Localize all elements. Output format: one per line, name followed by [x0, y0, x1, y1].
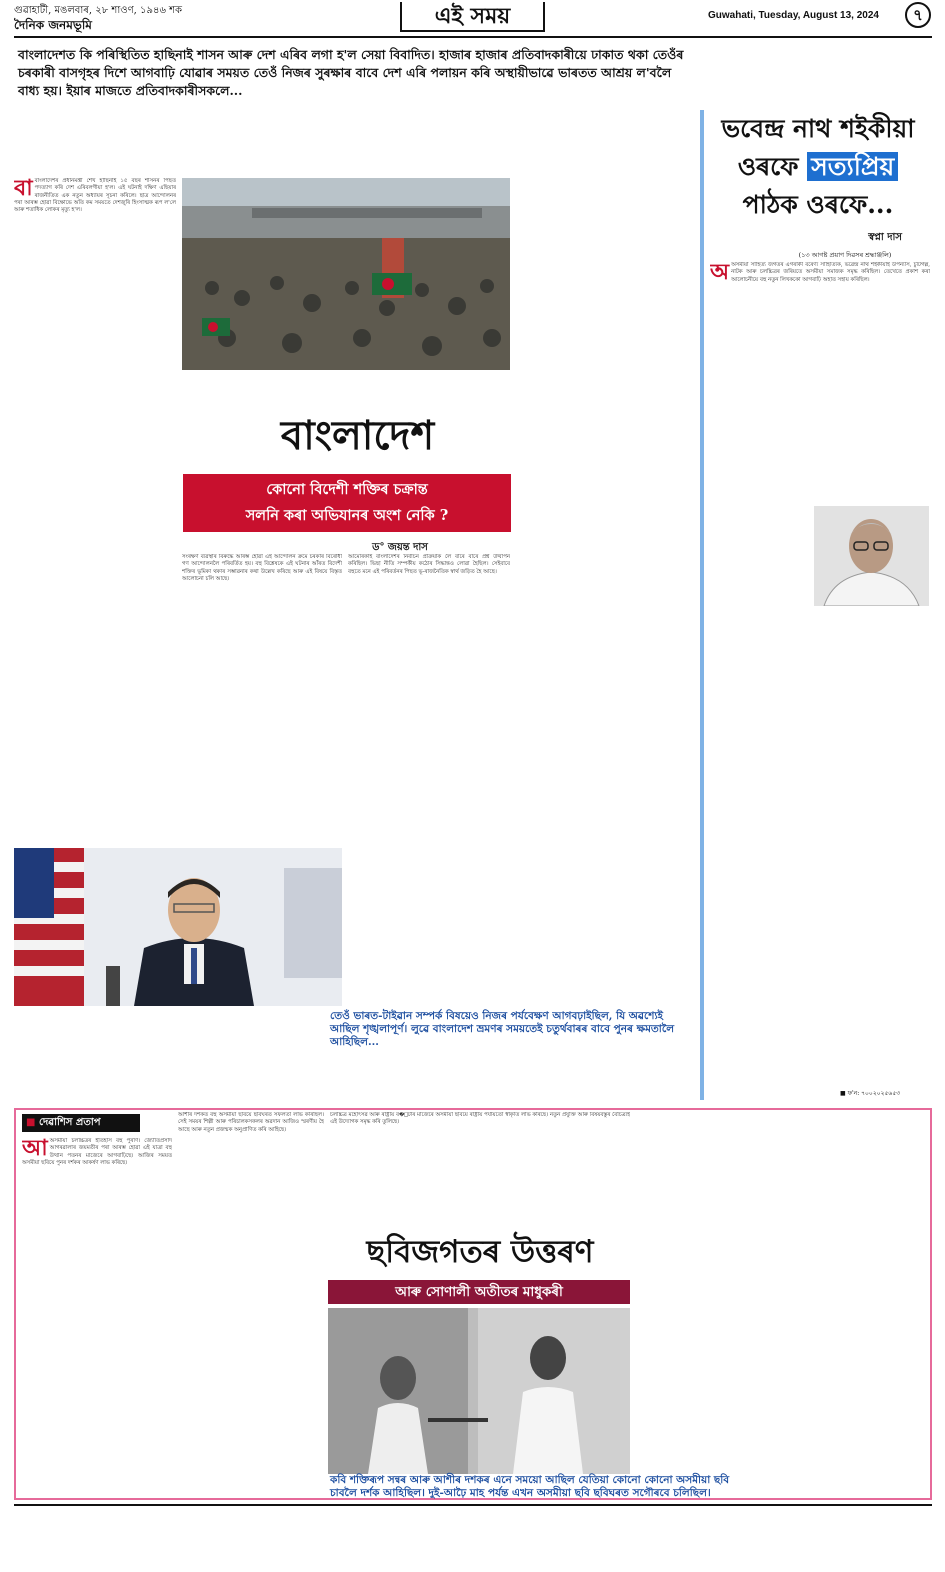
- lead-dropcap: বা: [14, 178, 33, 201]
- paper-name: দৈনিক জনমভূমি: [14, 18, 92, 32]
- cinema-body-1: অসমীয়া চলচ্চিত্ৰৰ ইতিহাস বহু পুৰণি। জ্যোতিপ্ৰসাদ আগৰৱালাৰ জয়মতীৰ পৰা আৰম্ভ হোৱা এই যাত্ৰা বহু উত্থান পতনৰ মাজেৰে আগবাঢ়িছে। আজিৰ সময়ত অসমীয়া ছবিয়ে পুনৰ দৰ্শকৰ আকৰ্ষণ লাভ কৰিছে।: [22, 1138, 172, 1166]
- page-number: ৭: [905, 2, 931, 28]
- dateline-right: Guwahati, Tuesday, August 13, 2024: [708, 10, 879, 21]
- protest-crowd-photo: [182, 178, 510, 370]
- lead-body-1: বাংলাদেশৰ প্ৰধানমন্ত্ৰী শেখ হাছিনাই ১৫ বছৰ শাসনৰ পিছত পদত্যাগ কৰি দেশ এৰিবলগীয়া হ'ল। এই ঘটনাই দক্ষিণ এছিয়াৰ ৰাজনীতিত এক নতুন অধ্যায়ৰ সূচনা কৰিলে। ছাত্ৰ আন্দোলনৰ পৰা আৰম্ভ হোৱা বিক্ষোভে অতি কম সময়তে দেশজুৰি হিংসাত্মক ৰূপ ল'লে আৰু শতাধিক লোকৰ মৃত্যু হ'ল।: [14, 178, 176, 214]
- tribute-column-3: [710, 612, 930, 1086]
- lead-subtitle-band: [183, 474, 511, 532]
- lead-column-4: [518, 130, 688, 1004]
- cinema-column-4: [636, 1112, 776, 1468]
- footer-rule: [14, 1504, 932, 1506]
- lead-column-5: [14, 1010, 324, 1100]
- tribute-author: স্বপ্না দাস: [868, 232, 902, 243]
- cinema-title: ছবিজগতৰ উত্তৰণ: [366, 1234, 594, 1270]
- cinema-body-3: চলচ্চিত্ৰ মহোৎসৱ আৰু ৰাষ্ট্ৰীয় ব�ঁটাৰ মাজেৰে অসমীয়া ছবিয়ে ৰাষ্ট্ৰীয় পৰ্যায়তো স্বীকৃতি লাভ কৰিছে। নতুন প্ৰযুক্তি আৰু বিষয়বস্তুৰ বৈচিত্ৰ্যই এই উদ্যোগক সমৃদ্ধ কৰি তুলিছে।: [330, 1112, 630, 1126]
- tribute-dropcap: অ: [710, 262, 730, 285]
- lead-title: বাংলাদেশ: [280, 412, 435, 459]
- diplomat-photo: [14, 848, 342, 1006]
- lead-column-6: [520, 1010, 690, 1100]
- film-still-photo: [328, 1308, 630, 1474]
- lead-pull-quote: তেওঁ ভাৰত-টাইৱান সম্পৰ্ক বিষয়েও নিজৰ পৰ্যবেক্ষণ আগবঢ়াইছিল, যি অৱশ্যেই আছিল শৃঙ্খলাপূৰ্ণ। লুৱে বাংলাদেশ ভ্ৰমণৰ সময়তেই চতুৰ্থবাৰৰ বাবে পুনৰ ক্ষমতালৈ আহিছিল...: [330, 1010, 675, 1048]
- tribute-body: অসমীয়া সাহিত্য জগতৰ এগৰাকী বৰেণ্য সাহিত্যিক, ভৱেন্দ্ৰ নাথ শইকীয়াই উপন্যাস, চুটিগল্প, নাটক আৰু চলচ্চিত্ৰৰ জৰিয়তে অসমীয়া সমাজক সমৃদ্ধ কৰিছিল। তেখেতে প্ৰকাশ কৰা আলোচনীয়ে বহু নতুন লিখককো আগবাঢ়ি অহাত সহায় কৰিছিল।: [731, 262, 930, 283]
- tribute-title-line3: পাঠক ওৰফে...: [742, 190, 894, 219]
- tribute-title-highlight: সত্যপ্ৰিয়: [807, 152, 898, 181]
- cinema-subtitle: আৰু সোণালী অতীতৰ মাধুকৰী: [328, 1280, 630, 1304]
- lead-body-3: আমেৰিকাই বাংলাদেশৰ নিৰ্বাচন প্ৰক্ৰিয়াক লৈ বাৰে বাৰে প্ৰশ্ন উত্থাপন কৰিছিল। ভিছা নীতি সম্পৰ্কীয় কঠোৰ সিদ্ধান্তও লোৱা হৈছিল। সেইবাবে বহুতে মনে এই পৰিবৰ্তনৰ পিছত ভূ-ৰাজনৈতিক স্বাৰ্থ জড়িত হৈ আছে।: [348, 554, 510, 575]
- cinema-author: দেৱাশিস প্ৰতাপ: [38, 1117, 101, 1128]
- lead-kicker: বাংলাদেশত কি পৰিস্থিতিত হাছিনাই শাসন আৰু দেশ এৰিব লগা হ'ল সেয়া বিবাদিত। হাজাৰ হাজাৰ প্ৰতিবাদকাৰীয়ে ঢাকাত থকা তেওঁৰ চৰকাৰী বাসগৃহৰ দিশে আগবাঢ়ি যোৱাৰ সময়ত তেওঁ নিজৰ সুৰক্ষাৰ বাবে দেশ এৰি পলায়ন কৰি অস্থায়ীভাৱে ভাৰতত আশ্ৰয় ল'বলৈ বাধ্য হয়। ইয়াৰ মাজতে প্ৰতিবাদকাৰীসকলে...: [18, 47, 684, 98]
- cinema-column-1: [22, 1138, 172, 1494]
- tribute-title-prefix: ওৰফে: [737, 152, 799, 181]
- tribute-title-line1: ভবেন্দ্ৰ নাথ শইকীয়া: [721, 114, 915, 143]
- lead-column-1: [14, 178, 176, 846]
- tribute-column-2: [710, 506, 810, 608]
- cinema-author-tag: ■ দেৱাশিস প্ৰতাপ: [22, 1114, 140, 1132]
- lead-body-2: সংৰক্ষণ ব্যৱস্থাৰ বিৰুদ্ধে আৰম্ভ হোৱা এই আন্দোলন ক্ৰমে চৰকাৰ বিৰোধী গণ আন্দোলনলৈ পৰিবৰ্তিত হয়। বহু বিশ্লেষকে এই ঘটনাৰ আঁৰত বিদেশী শক্তিৰ ভূমিকা থকাৰ সম্ভাৱনাৰ কথা উল্লেখ কৰিছে আৰু এই বিষয়ে বিস্তৃত আলোচনা চলি আছে।: [182, 554, 342, 582]
- cinema-dropcap: আ: [22, 1138, 48, 1161]
- tribute-title-line2: [704, 148, 932, 186]
- cinema-body-2: আশীৰ দশকত বহু অসমীয়া ছবিয়ে ছবিঘৰত সফলতা লাভ কৰিছিল। সেই সময়ৰ শিল্পী আৰু পৰিচালকসকলৰ অৱদান আজিও স্মৰণীয় হৈ আছে আৰু নতুন প্ৰজন্মক অনুপ্ৰাণিত কৰি আহিছে।: [178, 1112, 324, 1133]
- tribute-footer: ■ ফ'ন: ৭০০২০২৫৬৫৩: [840, 1090, 901, 1097]
- cinema-column-2: [178, 1112, 324, 1494]
- lead-subtitle-line1: কোনো বিদেশী শক্তিৰ চক্ৰান্ত: [266, 481, 428, 498]
- dateline-left: গুৱাহাটী, মঙলবাৰ, ২৮ শাওণ, ১৯৪৬ শক: [14, 5, 183, 16]
- cinema-column-5: [782, 1112, 928, 1494]
- film-caption: কবি শক্তিৰূপ সন্বৰ আৰু আশীৰ দশকৰ এনে সময়ো আছিল যেতিয়া কোনো কোনো অসমীয়া ছবি চাবলৈ দৰ্শক আহিছিল। দুই-আঢ়ৈ মাহ পৰ্যন্ত এখন অসমীয়া ছবি ছবিঘৰত সগৌৰবে চলিছিল।: [330, 1474, 730, 1499]
- section-title: এই সময়: [400, 2, 545, 32]
- lead-subtitle-line2: সলনি কৰা অভিযানৰ অংশ নেকি ?: [245, 507, 449, 524]
- masthead-left: [14, 4, 182, 32]
- lead-column-2: [182, 554, 342, 844]
- author-portrait: [814, 506, 929, 606]
- tribute-intro: (১৩ আগষ্ট প্ৰয়াণ দিৱসৰ শ্ৰদ্ধাঞ্জলি): [798, 251, 892, 259]
- lead-column-3: [348, 554, 510, 1004]
- tribute-title: [704, 110, 932, 224]
- cinema-column-3: [330, 1112, 630, 1228]
- tribute-column-1: [710, 262, 930, 502]
- lead-author: ড° জয়ন্ত দাস: [372, 542, 428, 553]
- header-rule: [14, 36, 932, 38]
- lead-column-2-top: [182, 378, 230, 408]
